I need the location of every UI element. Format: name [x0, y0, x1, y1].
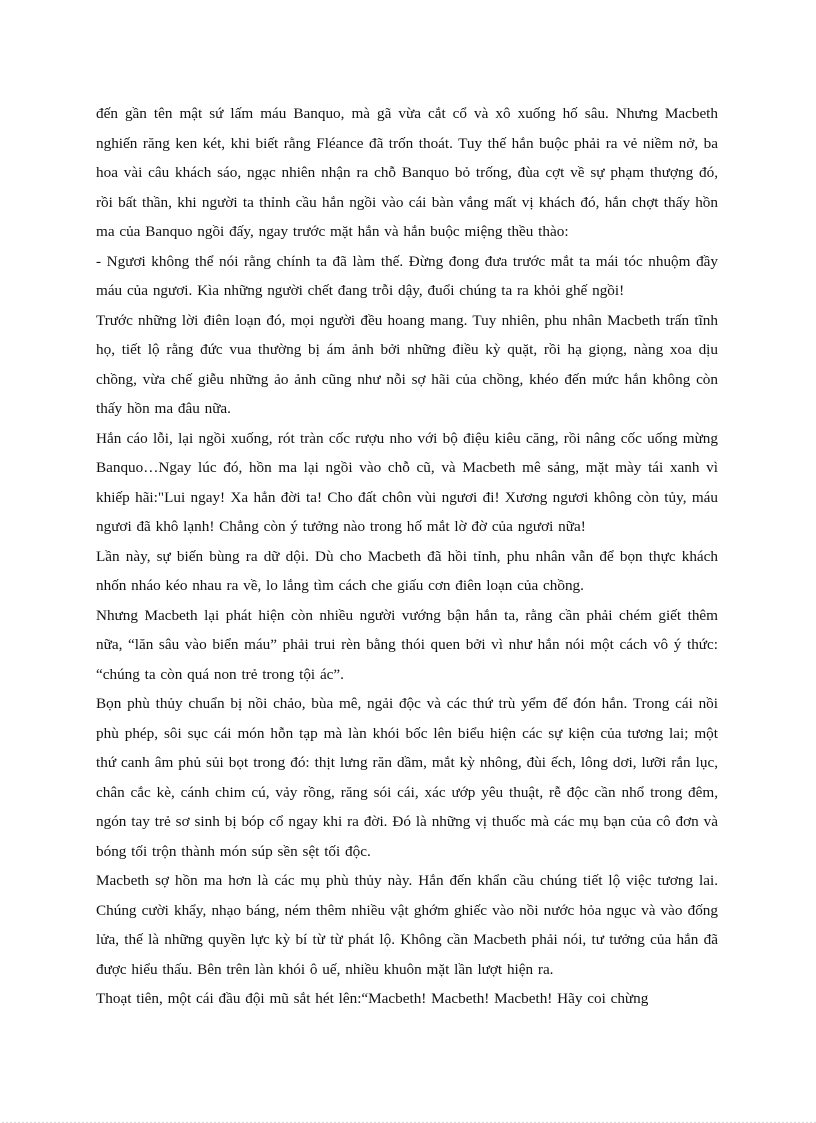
paragraph-guests-leave: Lần này, sự biến bùng ra dữ dội. Dù cho Macbeth đã hồi tỉnh, phu nhân vẫn để bọn thực khách nhốn nháo kéo nhau ra về, lo lắng tìm cách che giấu cơn điên loạn của chồng.	[96, 547, 718, 594]
document-body	[96, 99, 718, 1014]
paragraph-ghost-returns: Hắn cáo lỗi, lại ngồi xuống, rót tràn cốc rượu nho với bộ điệu kiêu căng, rồi nâng cốc uống mừng Banquo…Ngay lúc đó, hồn ma lại ngồi vào chỗ cũ, và Macbeth mê sảng, mặt mày tái xanh vì khiếp hãi:"Lui ngay! Xa hẳn đời ta! Cho đất chôn vùi ngươi đi! Xương ngươi không còn tủy, máu ngươi đã khô lạnh! Chẳng còn ý tưởng nào trong hố mắt lờ đờ của ngươi nữa!	[96, 429, 718, 535]
paragraph-banquet-ghost: đến gần tên mật sứ lấm máu Banquo, mà gã vừa cắt cổ và xô xuống hố sâu. Nhưng Macbeth nghiến răng ken két, khi biết rằng Fléance đã trốn thoát. Tuy thế hắn buộc phải ra vẻ niềm nở, ba hoa vài câu khách sáo, ngạc nhiên nhận ra chỗ Banquo bỏ trống, đùa cợt về sự phạm thượng đó, rồi bất thần, khi người ta thỉnh cầu hắn ngồi vào cái bàn vắng mất vị khách đó, hắn chợt thấy hồn ma của Banquo ngồi đấy, ngay trước mặt hắn và hắn buộc miệng thều thào:	[96, 105, 718, 240]
paragraph-armed-head: Thoạt tiên, một cái đầu đội mũ sắt hét lên:“Macbeth! Macbeth! Macbeth! Hãy coi chừng	[96, 990, 649, 1007]
paragraph-sea-of-blood: Nhưng Macbeth lại phát hiện còn nhiều người vướng bận hắn ta, rằng cần phải chém giết thêm nữa, “lăn sâu vào biển máu” phải trui rèn bằng thói quen bởi vì như hắn nói một cách vô ý thức: “chúng ta còn quá non trẻ trong tội ác”.	[96, 606, 718, 683]
paragraph-lady-macbeth-calms: Trước những lời điên loạn đó, mọi người đều hoang mang. Tuy nhiên, phu nhân Macbeth trấn tĩnh họ, tiết lộ rằng đức vua thường bị ám ảnh bởi những điều kỳ quặt, rồi hạ giọng, nàng xoa dịu chồng, vừa chế giễu những ảo ảnh cũng như nỗi sợ hãi của chồng, khéo đến mức hắn không còn thấy hồn ma đâu nữa.	[96, 311, 718, 417]
paragraph-macbeth-visits-witches: Macbeth sợ hồn ma hơn là các mụ phù thủy này. Hắn đến khẩn cầu chúng tiết lộ việc tương lai. Chúng cười khẩy, nhạo báng, ném thêm nhiều vật ghớm ghiếc vào nồi nước hỏa ngục và vào đống lửa, thế là những quyền lực kỳ bí từ từ phát lộ. Không cần Macbeth phải nói, tư tưởng của hắn đã được hiểu thấu. Bên trên làn khói ô uế, nhiều khuôn mặt lần lượt hiện ra.	[96, 872, 718, 978]
paragraph-witches-cauldron: Bọn phù thủy chuẩn bị nồi chảo, bùa mê, ngải độc và các thứ trù yểm để đón hắn. Trong cái nồi phù phép, sôi sục cái món hỗn tạp mà làn khói bốc lên biểu hiện các sự kiện của tương lai; một thứ canh âm phủ sủi bọt trong đó: thịt lưng răn dầm, mắt kỳ nhông, đùi ếch, lông dơi, lưỡi rắn lục, chân cắc kè, cánh chim cú, vảy rồng, răng sói cái, xác ướp yêu thuật, rễ độc cần nhổ trong đêm, ngón tay trẻ sơ sinh bị bóp cổ ngay khi ra đời. Đó là những vị thuốc mà các mụ bạn của cô đơn và bóng tối trộn thành món súp sền sệt tối độc.	[96, 695, 718, 860]
paragraph-macbeth-speech: - Ngươi không thể nói rằng chính ta đã làm thế. Đừng đong đưa trước mắt ta mái tóc nhuộm đầy máu của ngươi. Kìa những người chết đang trỗi dậy, đuổi chúng ta ra khỏi ghế ngồi!	[96, 252, 718, 299]
